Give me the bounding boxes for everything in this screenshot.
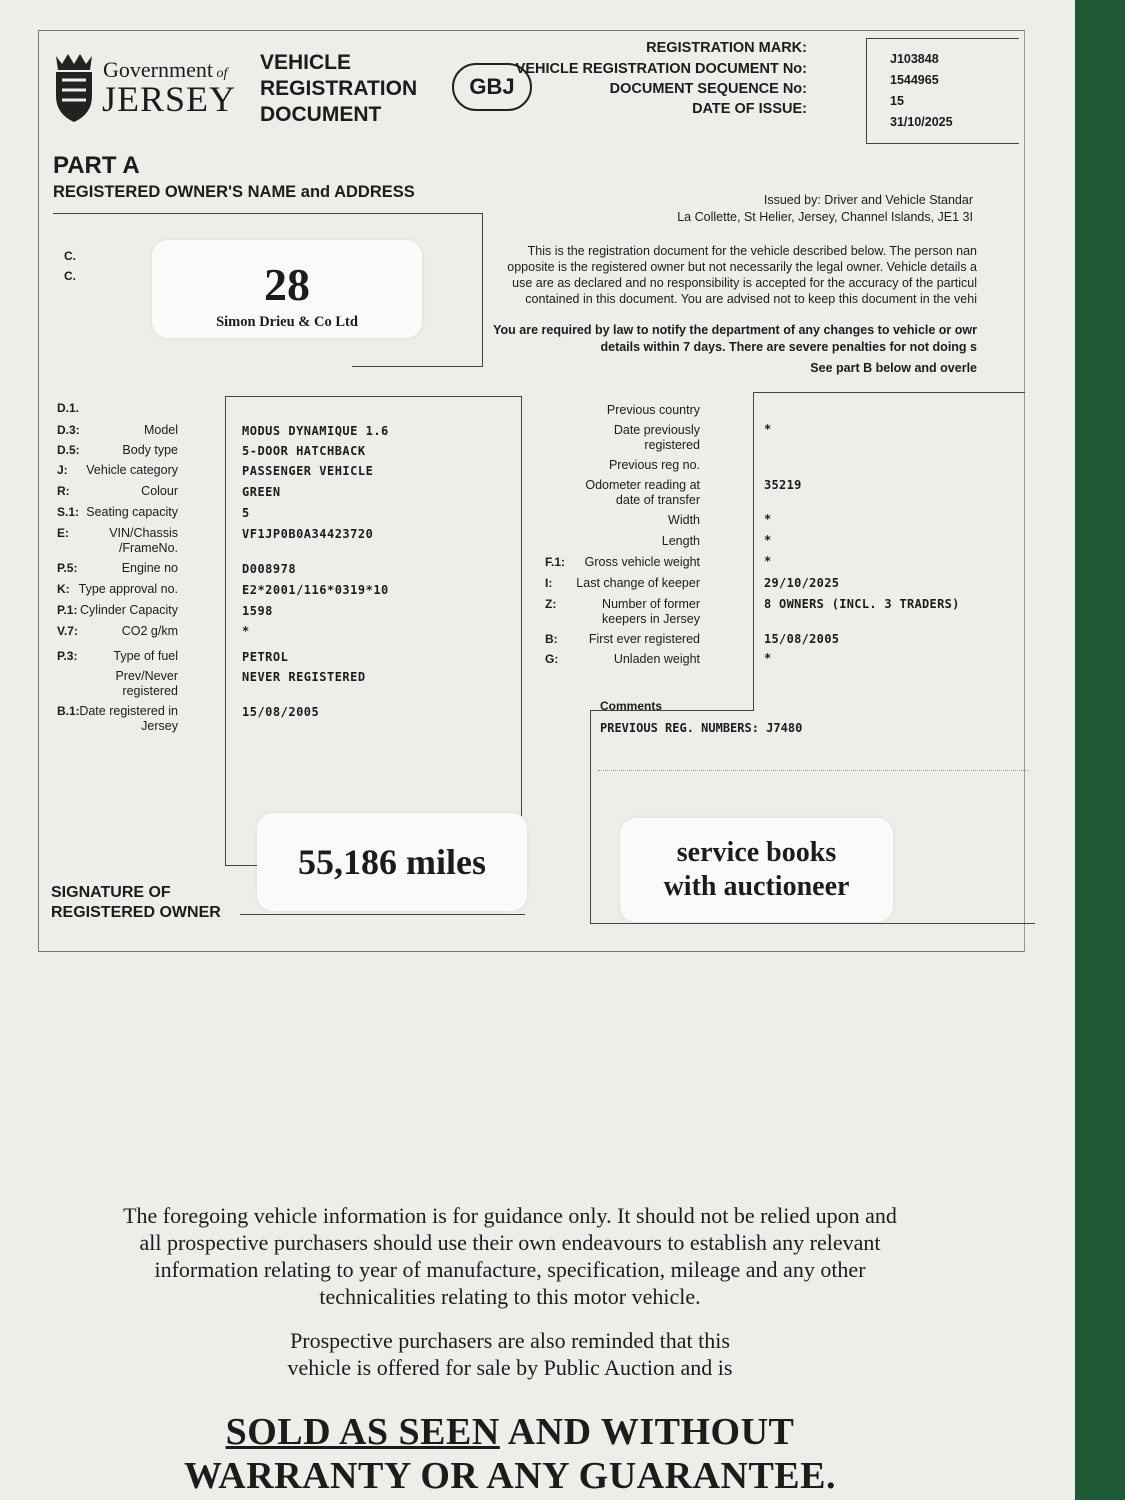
- field-label: Number of former keepers in Jersey: [602, 597, 700, 626]
- field-label: VIN/Chassis /FrameNo.: [109, 526, 178, 555]
- see-part-b: See part B below and overle: [810, 361, 977, 375]
- title-line: DOCUMENT: [260, 103, 382, 126]
- date-previously-value: *: [764, 422, 772, 436]
- colour-value: GREEN: [242, 485, 281, 499]
- sold-as-seen-heading: [60, 1410, 960, 1498]
- government-label: Government of: [103, 57, 228, 82]
- document-title: [260, 50, 417, 128]
- field-label: Type of fuel: [113, 649, 178, 663]
- co2-value: *: [242, 624, 250, 638]
- notice-bold-line: You are required by law to notify the department of any changes to vehicle or owr: [493, 323, 977, 337]
- notice-line: use are as declared and no responsibility is accepted for the accuracy of the particul: [512, 276, 977, 290]
- field-code: J:: [57, 463, 68, 477]
- notice-line: This is the registration document for the vehicle described below. The person nan: [527, 244, 977, 258]
- notice-line: opposite is the registered owner but not necessarily the legal owner. Vehicle details a: [507, 260, 977, 274]
- left-box-top: [225, 396, 522, 397]
- former-keepers-value: 8 OWNERS (INCL. 3 TRADERS): [764, 597, 960, 611]
- disclaimer-line: technicalities relating to this motor vehicle.: [319, 1284, 701, 1309]
- length-value: *: [764, 533, 772, 547]
- sold-line2: WARRANTY OR ANY GUARANTEE.: [183, 1455, 836, 1497]
- field-code: E:: [57, 526, 69, 540]
- signature-label: SIGNATURE OF REGISTERED OWNER: [51, 884, 221, 921]
- odometer-value: 35219: [764, 478, 802, 492]
- model-value: MODUS DYNAMIQUE 1.6: [242, 424, 389, 438]
- category-value: PASSENGER VEHICLE: [242, 464, 374, 478]
- field-label: Prev/Never registered: [115, 669, 178, 698]
- title-line: VEHICLE: [260, 51, 352, 74]
- field-label: Date registered in Jersey: [79, 704, 178, 733]
- reg-mark-label: REGISTRATION MARK:: [646, 40, 807, 56]
- lot-number: 28: [264, 259, 310, 310]
- left-box-bottom: [225, 865, 257, 866]
- field-code: G:: [545, 652, 559, 666]
- field-label: Date previously registered: [613, 423, 700, 452]
- left-box-right: [521, 396, 522, 816]
- field-label: Seating capacity: [86, 505, 178, 519]
- field-code: B.1:: [57, 704, 80, 718]
- mileage-text: 55,186 miles: [298, 842, 486, 882]
- country-code-badge: GBJ: [452, 63, 532, 111]
- field-label: Model: [143, 423, 178, 437]
- seating-value: 5: [242, 506, 250, 520]
- reg-mark-value: J103848: [890, 52, 939, 66]
- field-label: Body type: [122, 443, 178, 457]
- c-code: C.: [64, 269, 76, 283]
- engine-no-value: D008978: [242, 562, 297, 576]
- field-code: S.1:: [57, 505, 80, 519]
- first-registered-value: 15/08/2005: [764, 632, 840, 646]
- registration-form: [38, 30, 1025, 952]
- auction-line: vehicle is offered for sale by Public Auction and is: [287, 1355, 733, 1380]
- c-code: C.: [64, 249, 76, 263]
- field-label: First ever registered: [588, 632, 700, 646]
- width-value: *: [764, 512, 772, 526]
- field-label: Unladen weight: [613, 652, 700, 666]
- field-label: Odometer reading at date of transfer: [585, 478, 700, 507]
- issuer-line: Issued by: Driver and Vehicle Standar: [763, 193, 973, 207]
- vin-value: VF1JP0B0A34423720: [242, 527, 374, 541]
- type-approval-value: E2*2001/116*0319*10: [242, 583, 389, 597]
- field-label: Type approval no.: [78, 582, 178, 596]
- field-code: B:: [545, 632, 558, 646]
- field-code: D.3:: [57, 423, 80, 437]
- sold-underlined: SOLD AS SEEN: [225, 1411, 500, 1453]
- owner-box-top: [53, 213, 483, 214]
- issue-date-value: 31/10/2025: [890, 115, 953, 129]
- field-code: F.1:: [545, 555, 566, 569]
- service-sticker: [620, 818, 893, 922]
- lot-sticker: [152, 240, 422, 338]
- field-label: Cylinder Capacity: [80, 603, 178, 617]
- field-label: Width: [668, 513, 700, 527]
- owner-name: Simon Drieu & Co Ltd: [216, 314, 358, 330]
- field-label: Engine no: [121, 561, 178, 575]
- part-a-title: PART A: [53, 152, 140, 179]
- last-change-value: 29/10/2025: [764, 576, 840, 590]
- field-code: P.5:: [57, 561, 78, 575]
- doc-no-label: VEHICLE REGISTRATION DOCUMENT No:: [515, 61, 807, 77]
- field-code: D.5:: [57, 443, 80, 457]
- gross-weight-value: *: [764, 554, 772, 568]
- field-label: Colour: [141, 484, 178, 498]
- disclaimer-line: information relating to year of manufacture, specification, mileage and any other: [154, 1257, 866, 1282]
- field-label: Length: [661, 534, 700, 548]
- comments-label: Comments: [600, 699, 663, 713]
- jersey-label: JERSEY: [102, 79, 237, 119]
- right-box-divider: [753, 392, 754, 710]
- comments-rule: [598, 770, 1028, 771]
- owner-box-bottom: [352, 366, 483, 367]
- sequence-label: DOCUMENT SEQUENCE No:: [609, 81, 807, 97]
- comments-box-left: [590, 710, 591, 924]
- field-label: Gross vehicle weight: [584, 555, 700, 569]
- jersey-crest-icon: [50, 52, 98, 124]
- signature-line: [240, 914, 525, 915]
- disclaimer-line: The foregoing vehicle information is for guidance only. It should not be relied upon and: [123, 1203, 897, 1228]
- field-code: Z:: [545, 597, 557, 611]
- comments-box-bottom: [590, 923, 1035, 924]
- service-text: service books with auctioneer: [663, 837, 850, 902]
- field-label: Previous reg no.: [608, 458, 700, 472]
- field-code: I:: [545, 576, 553, 590]
- comments-text: PREVIOUS REG. NUMBERS: J7480: [600, 721, 803, 735]
- date-registered-value: 15/08/2005: [242, 705, 320, 719]
- part-a-subtitle: REGISTERED OWNER'S NAME and ADDRESS: [53, 183, 415, 201]
- disclaimer-line: all prospective purchasers should use their own endeavours to establish any relevant: [139, 1230, 881, 1255]
- doc-no-value: 1544965: [890, 73, 939, 87]
- field-code: P.3:: [57, 649, 78, 663]
- field-label: Previous country: [606, 403, 700, 417]
- body-type-value: 5-DOOR HATCHBACK: [242, 444, 366, 458]
- auction-paragraph: [60, 1327, 960, 1381]
- owner-box-right: [482, 213, 483, 367]
- field-code: K:: [57, 582, 70, 596]
- issue-date-label: DATE OF ISSUE:: [692, 101, 807, 117]
- unladen-weight-value: *: [764, 651, 772, 665]
- sequence-value: 15: [890, 94, 904, 108]
- field-code: P.1:: [57, 603, 78, 617]
- field-label: Last change of keeper: [576, 576, 700, 590]
- field-code: R:: [57, 484, 70, 498]
- capacity-value: 1598: [242, 604, 273, 618]
- prev-registered-value: NEVER REGISTERED: [242, 670, 366, 684]
- field-code: D.1.: [57, 401, 80, 415]
- title-line: REGISTRATION: [260, 77, 418, 100]
- disclaimer-paragraph: [60, 1202, 960, 1310]
- sold-rest: AND WITHOUT: [507, 1411, 795, 1453]
- fuel-value: PETROL: [242, 650, 289, 664]
- left-box-divider: [225, 396, 226, 866]
- field-label: Vehicle category: [86, 463, 178, 477]
- issuer-address: La Collette, St Helier, Jersey, Channel Islands, JE1 3I: [677, 210, 973, 224]
- auction-line: Prospective purchasers are also reminded that this: [290, 1328, 730, 1353]
- notice-bold-line: details within 7 days. There are severe penalties for not doing s: [600, 340, 977, 354]
- mileage-sticker: [257, 813, 527, 911]
- notice-line: contained in this document. You are advised not to keep this document in the vehi: [525, 292, 977, 306]
- field-label: CO2 g/km: [121, 624, 178, 638]
- field-code: V.7:: [57, 624, 78, 638]
- right-box-top: [753, 392, 1025, 393]
